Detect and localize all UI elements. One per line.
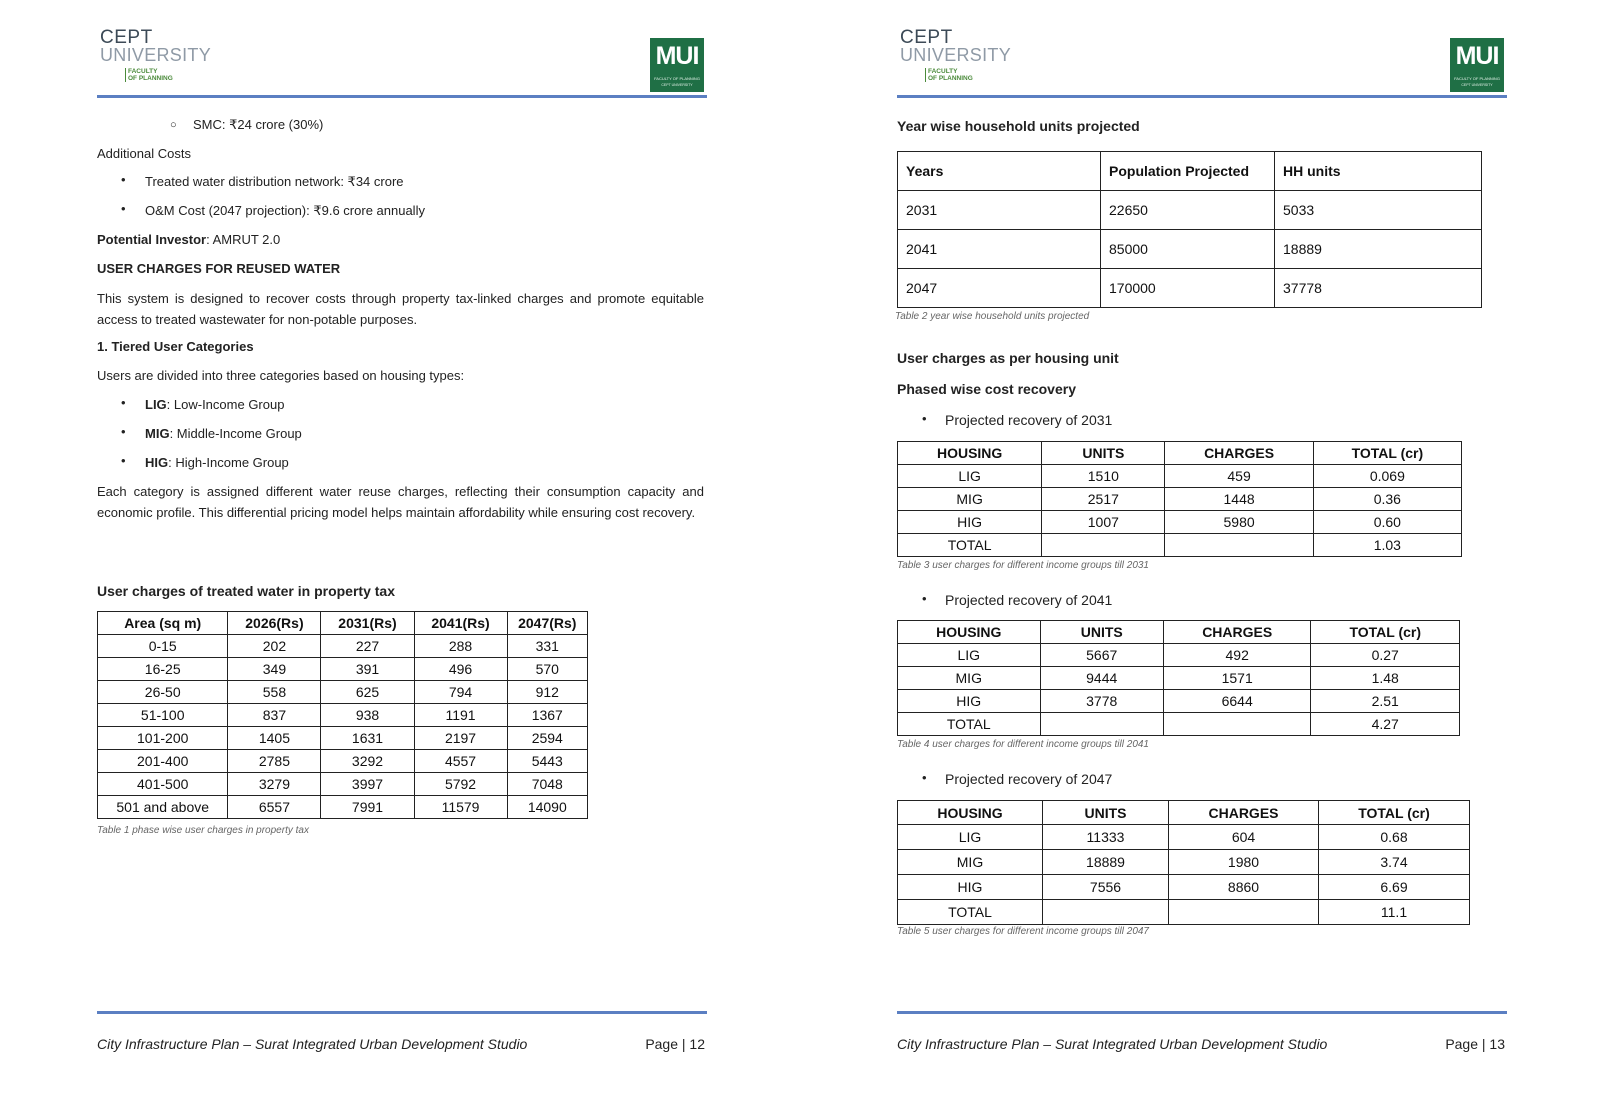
recovery-2041-cell: LIG <box>898 644 1041 667</box>
smc-line: SMC: ₹24 crore (30%) <box>193 117 324 132</box>
table-header: CHARGES <box>1169 801 1319 825</box>
table-header-row <box>898 152 1482 191</box>
recovery-2031-cell: TOTAL <box>898 534 1042 557</box>
bullet-icon: • <box>922 770 927 785</box>
recovery-2041-cell: 6644 <box>1163 690 1311 713</box>
table-header: UNITS <box>1043 801 1169 825</box>
recovery-2041-cell <box>1040 713 1163 736</box>
property-tax-cell: 7048 <box>507 773 587 796</box>
recovery-2031-label: Projected recovery of 2031 <box>945 412 1113 428</box>
hh-units-heading: Year wise household units projected <box>897 118 1140 134</box>
charges-heading: User charges as per housing unit <box>897 350 1119 366</box>
table2-caption: Table 2 year wise household units projected <box>895 311 1090 322</box>
recovery-2041-cell: 3778 <box>1040 690 1163 713</box>
category-hig: HIG: High-Income Group <box>145 455 289 470</box>
recovery-2041-cell: 5667 <box>1040 644 1163 667</box>
table-header: UNITS <box>1040 621 1163 644</box>
table5-caption: Table 5 user charges for different income groups till 2047 <box>897 926 1149 937</box>
recovery-2031-cell: 1.03 <box>1313 534 1461 557</box>
property-tax-cell: 2594 <box>507 727 587 750</box>
recovery-2041-table <box>897 620 1460 736</box>
table-row <box>98 704 588 727</box>
recovery-2031-cell: 1448 <box>1165 488 1313 511</box>
property-tax-cell: 227 <box>321 635 414 658</box>
recovery-2047-cell: 3.74 <box>1319 850 1470 875</box>
recovery-2031-cell: 1007 <box>1042 511 1165 534</box>
table-row <box>898 269 1482 308</box>
table-header: HH units <box>1275 152 1482 191</box>
household-cell: 2041 <box>898 230 1101 269</box>
recovery-2041-label: Projected recovery of 2041 <box>945 592 1113 608</box>
property-tax-cell: 6557 <box>228 796 321 819</box>
property-tax-cell: 3997 <box>321 773 414 796</box>
recovery-2041-cell: 0.27 <box>1311 644 1460 667</box>
property-tax-cell: 331 <box>507 635 587 658</box>
property-tax-cell: 1367 <box>507 704 587 727</box>
table-row <box>898 644 1460 667</box>
recovery-2041-cell: MIG <box>898 667 1041 690</box>
recovery-2047-cell <box>1043 900 1169 925</box>
table-row <box>898 667 1460 690</box>
table-header: HOUSING <box>898 801 1043 825</box>
bullet-icon: • <box>121 453 126 468</box>
household-cell: 2047 <box>898 269 1101 308</box>
circle-bullet-icon: ○ <box>170 119 177 131</box>
property-tax-cell: 938 <box>321 704 414 727</box>
header-rule <box>97 95 707 98</box>
header-rule <box>897 95 1507 98</box>
category-paragraph: Each category is assigned different water reuse charges, reflecting their consumption capacity and economic profile. This differential pricing model helps maintain affordability while ensuring cost recovery. <box>97 484 704 520</box>
property-tax-cell: 501 and above <box>98 796 228 819</box>
property-tax-cell: 3279 <box>228 773 321 796</box>
table-header: CHARGES <box>1163 621 1311 644</box>
table-row <box>98 681 588 704</box>
recovery-2047-cell: TOTAL <box>898 900 1043 925</box>
recovery-2031-cell: MIG <box>898 488 1042 511</box>
property-tax-cell: 1191 <box>414 704 507 727</box>
table-row <box>898 511 1462 534</box>
table-header: TOTAL (cr) <box>1313 442 1461 465</box>
recovery-2047-cell: 1980 <box>1169 850 1319 875</box>
recovery-2047-cell: 18889 <box>1043 850 1169 875</box>
bullet-om-cost: O&M Cost (2047 projection): ₹9.6 crore annually <box>145 203 425 218</box>
table-header: UNITS <box>1042 442 1165 465</box>
property-tax-cell: 4557 <box>414 750 507 773</box>
table-header-row <box>98 612 588 635</box>
property-tax-cell: 1631 <box>321 727 414 750</box>
table-row <box>898 534 1462 557</box>
table-header: Population Projected <box>1101 152 1275 191</box>
recovery-2047-cell <box>1169 900 1319 925</box>
property-tax-cell: 5443 <box>507 750 587 773</box>
recovery-2041-cell <box>1163 713 1311 736</box>
property-tax-cell: 912 <box>507 681 587 704</box>
cept-university-logo: CEPT UNIVERSITY FACULTY OF PLANNING <box>900 27 1012 82</box>
table-row <box>898 900 1470 925</box>
bullet-icon: • <box>922 591 927 606</box>
intro-paragraph: This system is designed to recover costs through property tax-linked charges and promote equitable access to treated wastewater for non-potable purposes. <box>97 291 704 327</box>
mui-logo: MUI FACULTY OF PLANNING CEPT UNIVERSITY <box>650 38 704 92</box>
recovery-2031-table <box>897 441 1462 557</box>
recovery-2047-cell: MIG <box>898 850 1043 875</box>
bullet-icon: • <box>121 395 126 410</box>
property-tax-cell: 2785 <box>228 750 321 773</box>
bullet-icon: • <box>922 411 927 426</box>
property-tax-cell: 51-100 <box>98 704 228 727</box>
recovery-2047-cell: 6.69 <box>1319 875 1470 900</box>
recovery-2031-cell: 0.60 <box>1313 511 1461 534</box>
table-row <box>98 658 588 681</box>
property-tax-cell: 0-15 <box>98 635 228 658</box>
recovery-2031-cell: 1510 <box>1042 465 1165 488</box>
table-row <box>898 825 1470 850</box>
recovery-2041-cell: 492 <box>1163 644 1311 667</box>
recovery-2031-cell: 0.069 <box>1313 465 1461 488</box>
bullet-icon: • <box>121 424 126 439</box>
recovery-2031-cell <box>1042 534 1165 557</box>
household-cell: 18889 <box>1275 230 1482 269</box>
property-tax-cell: 496 <box>414 658 507 681</box>
table-header: 2026(Rs) <box>228 612 321 635</box>
property-tax-cell: 7991 <box>321 796 414 819</box>
table-header: TOTAL (cr) <box>1319 801 1470 825</box>
page-number: Page | 13 <box>1445 1036 1505 1052</box>
recovery-2031-cell: 0.36 <box>1313 488 1461 511</box>
property-tax-cell: 794 <box>414 681 507 704</box>
property-tax-cell: 201-400 <box>98 750 228 773</box>
property-tax-cell: 202 <box>228 635 321 658</box>
table4-caption: Table 4 user charges for different income groups till 2041 <box>897 739 1149 750</box>
bullet-icon: • <box>121 172 126 187</box>
recovery-2047-cell: 604 <box>1169 825 1319 850</box>
recovery-2041-cell: 4.27 <box>1311 713 1460 736</box>
recovery-2047-cell: 8860 <box>1169 875 1319 900</box>
additional-costs-label: Additional Costs <box>97 146 191 161</box>
table-header: TOTAL (cr) <box>1311 621 1460 644</box>
recovery-2031-cell: LIG <box>898 465 1042 488</box>
property-tax-cell: 5792 <box>414 773 507 796</box>
table-header: 2047(Rs) <box>507 612 587 635</box>
table-header: 2041(Rs) <box>414 612 507 635</box>
table-header: HOUSING <box>898 442 1042 465</box>
phased-heading: Phased wise cost recovery <box>897 381 1076 397</box>
household-cell: 22650 <box>1101 191 1275 230</box>
tiered-categories-heading: 1. Tiered User Categories <box>97 339 254 354</box>
table-row <box>98 750 588 773</box>
category-mig: MIG: Middle-Income Group <box>145 426 302 441</box>
household-cell: 85000 <box>1101 230 1275 269</box>
property-tax-cell: 401-500 <box>98 773 228 796</box>
table-header-row <box>898 621 1460 644</box>
table-header: Years <box>898 152 1101 191</box>
table-row <box>898 488 1462 511</box>
recovery-2047-cell: LIG <box>898 825 1043 850</box>
recovery-2031-cell: HIG <box>898 511 1042 534</box>
category-lig: LIG: Low-Income Group <box>145 397 285 412</box>
table1-caption: Table 1 phase wise user charges in property tax <box>97 825 309 836</box>
cept-university-logo: CEPT UNIVERSITY FACULTY OF PLANNING <box>100 27 212 82</box>
table-row <box>898 465 1462 488</box>
recovery-2041-cell: 1571 <box>1163 667 1311 690</box>
table-row <box>98 727 588 750</box>
recovery-2047-label: Projected recovery of 2047 <box>945 771 1113 787</box>
recovery-2031-cell: 5980 <box>1165 511 1313 534</box>
recovery-2047-cell: 7556 <box>1043 875 1169 900</box>
table-row <box>898 230 1482 269</box>
recovery-2041-cell: TOTAL <box>898 713 1041 736</box>
footer-rule <box>97 1011 707 1014</box>
mui-logo: MUI FACULTY OF PLANNING CEPT UNIVERSITY <box>1450 38 1504 92</box>
property-tax-cell: 837 <box>228 704 321 727</box>
property-tax-cell: 349 <box>228 658 321 681</box>
footer-rule <box>897 1011 1507 1014</box>
table-row <box>898 690 1460 713</box>
table1-heading: User charges of treated water in property tax <box>97 583 395 599</box>
table-header: CHARGES <box>1165 442 1313 465</box>
property-tax-cell: 26-50 <box>98 681 228 704</box>
footer-title: City Infrastructure Plan – Surat Integrated Urban Development Studio <box>897 1036 1328 1052</box>
table-row <box>898 191 1482 230</box>
property-tax-cell: 101-200 <box>98 727 228 750</box>
recovery-2031-cell: 2517 <box>1042 488 1165 511</box>
property-tax-cell: 2197 <box>414 727 507 750</box>
table-row <box>898 850 1470 875</box>
property-tax-charges-table <box>97 611 588 819</box>
table-header-row <box>898 442 1462 465</box>
table-header: 2031(Rs) <box>321 612 414 635</box>
property-tax-cell: 3292 <box>321 750 414 773</box>
table-row <box>98 796 588 819</box>
table-header: Area (sq m) <box>98 612 228 635</box>
table-row <box>898 713 1460 736</box>
property-tax-cell: 1405 <box>228 727 321 750</box>
property-tax-cell: 391 <box>321 658 414 681</box>
user-charges-heading: USER CHARGES FOR REUSED WATER <box>97 261 341 276</box>
property-tax-cell: 288 <box>414 635 507 658</box>
recovery-2031-cell: 459 <box>1165 465 1313 488</box>
recovery-2041-cell: HIG <box>898 690 1041 713</box>
divided-text: Users are divided into three categories based on housing types: <box>97 368 465 383</box>
table-row <box>98 635 588 658</box>
recovery-2041-cell: 9444 <box>1040 667 1163 690</box>
bullet-distribution-network: Treated water distribution network: ₹34 crore <box>145 174 404 189</box>
property-tax-cell: 625 <box>321 681 414 704</box>
recovery-2047-cell: 0.68 <box>1319 825 1470 850</box>
property-tax-cell: 11579 <box>414 796 507 819</box>
property-tax-cell: 14090 <box>507 796 587 819</box>
table3-caption: Table 3 user charges for different income groups till 2031 <box>897 560 1149 571</box>
recovery-2031-cell <box>1165 534 1313 557</box>
recovery-2047-cell: HIG <box>898 875 1043 900</box>
recovery-2047-cell: 11333 <box>1043 825 1169 850</box>
recovery-2047-table <box>897 800 1470 925</box>
property-tax-cell: 16-25 <box>98 658 228 681</box>
bullet-icon: • <box>121 201 126 216</box>
property-tax-cell: 558 <box>228 681 321 704</box>
page-13 <box>800 0 1600 1119</box>
household-cell: 170000 <box>1101 269 1275 308</box>
page-number: Page | 12 <box>645 1036 705 1052</box>
household-units-table <box>897 151 1482 308</box>
table-header-row <box>898 801 1470 825</box>
recovery-2041-cell: 1.48 <box>1311 667 1460 690</box>
household-cell: 5033 <box>1275 191 1482 230</box>
table-row <box>898 875 1470 900</box>
household-cell: 37778 <box>1275 269 1482 308</box>
potential-investor: Potential Investor: AMRUT 2.0 <box>97 232 281 247</box>
footer-title: City Infrastructure Plan – Surat Integrated Urban Development Studio <box>97 1036 528 1052</box>
recovery-2047-cell: 11.1 <box>1319 900 1470 925</box>
recovery-2041-cell: 2.51 <box>1311 690 1460 713</box>
household-cell: 2031 <box>898 191 1101 230</box>
property-tax-cell: 570 <box>507 658 587 681</box>
table-row <box>98 773 588 796</box>
table-header: HOUSING <box>898 621 1041 644</box>
